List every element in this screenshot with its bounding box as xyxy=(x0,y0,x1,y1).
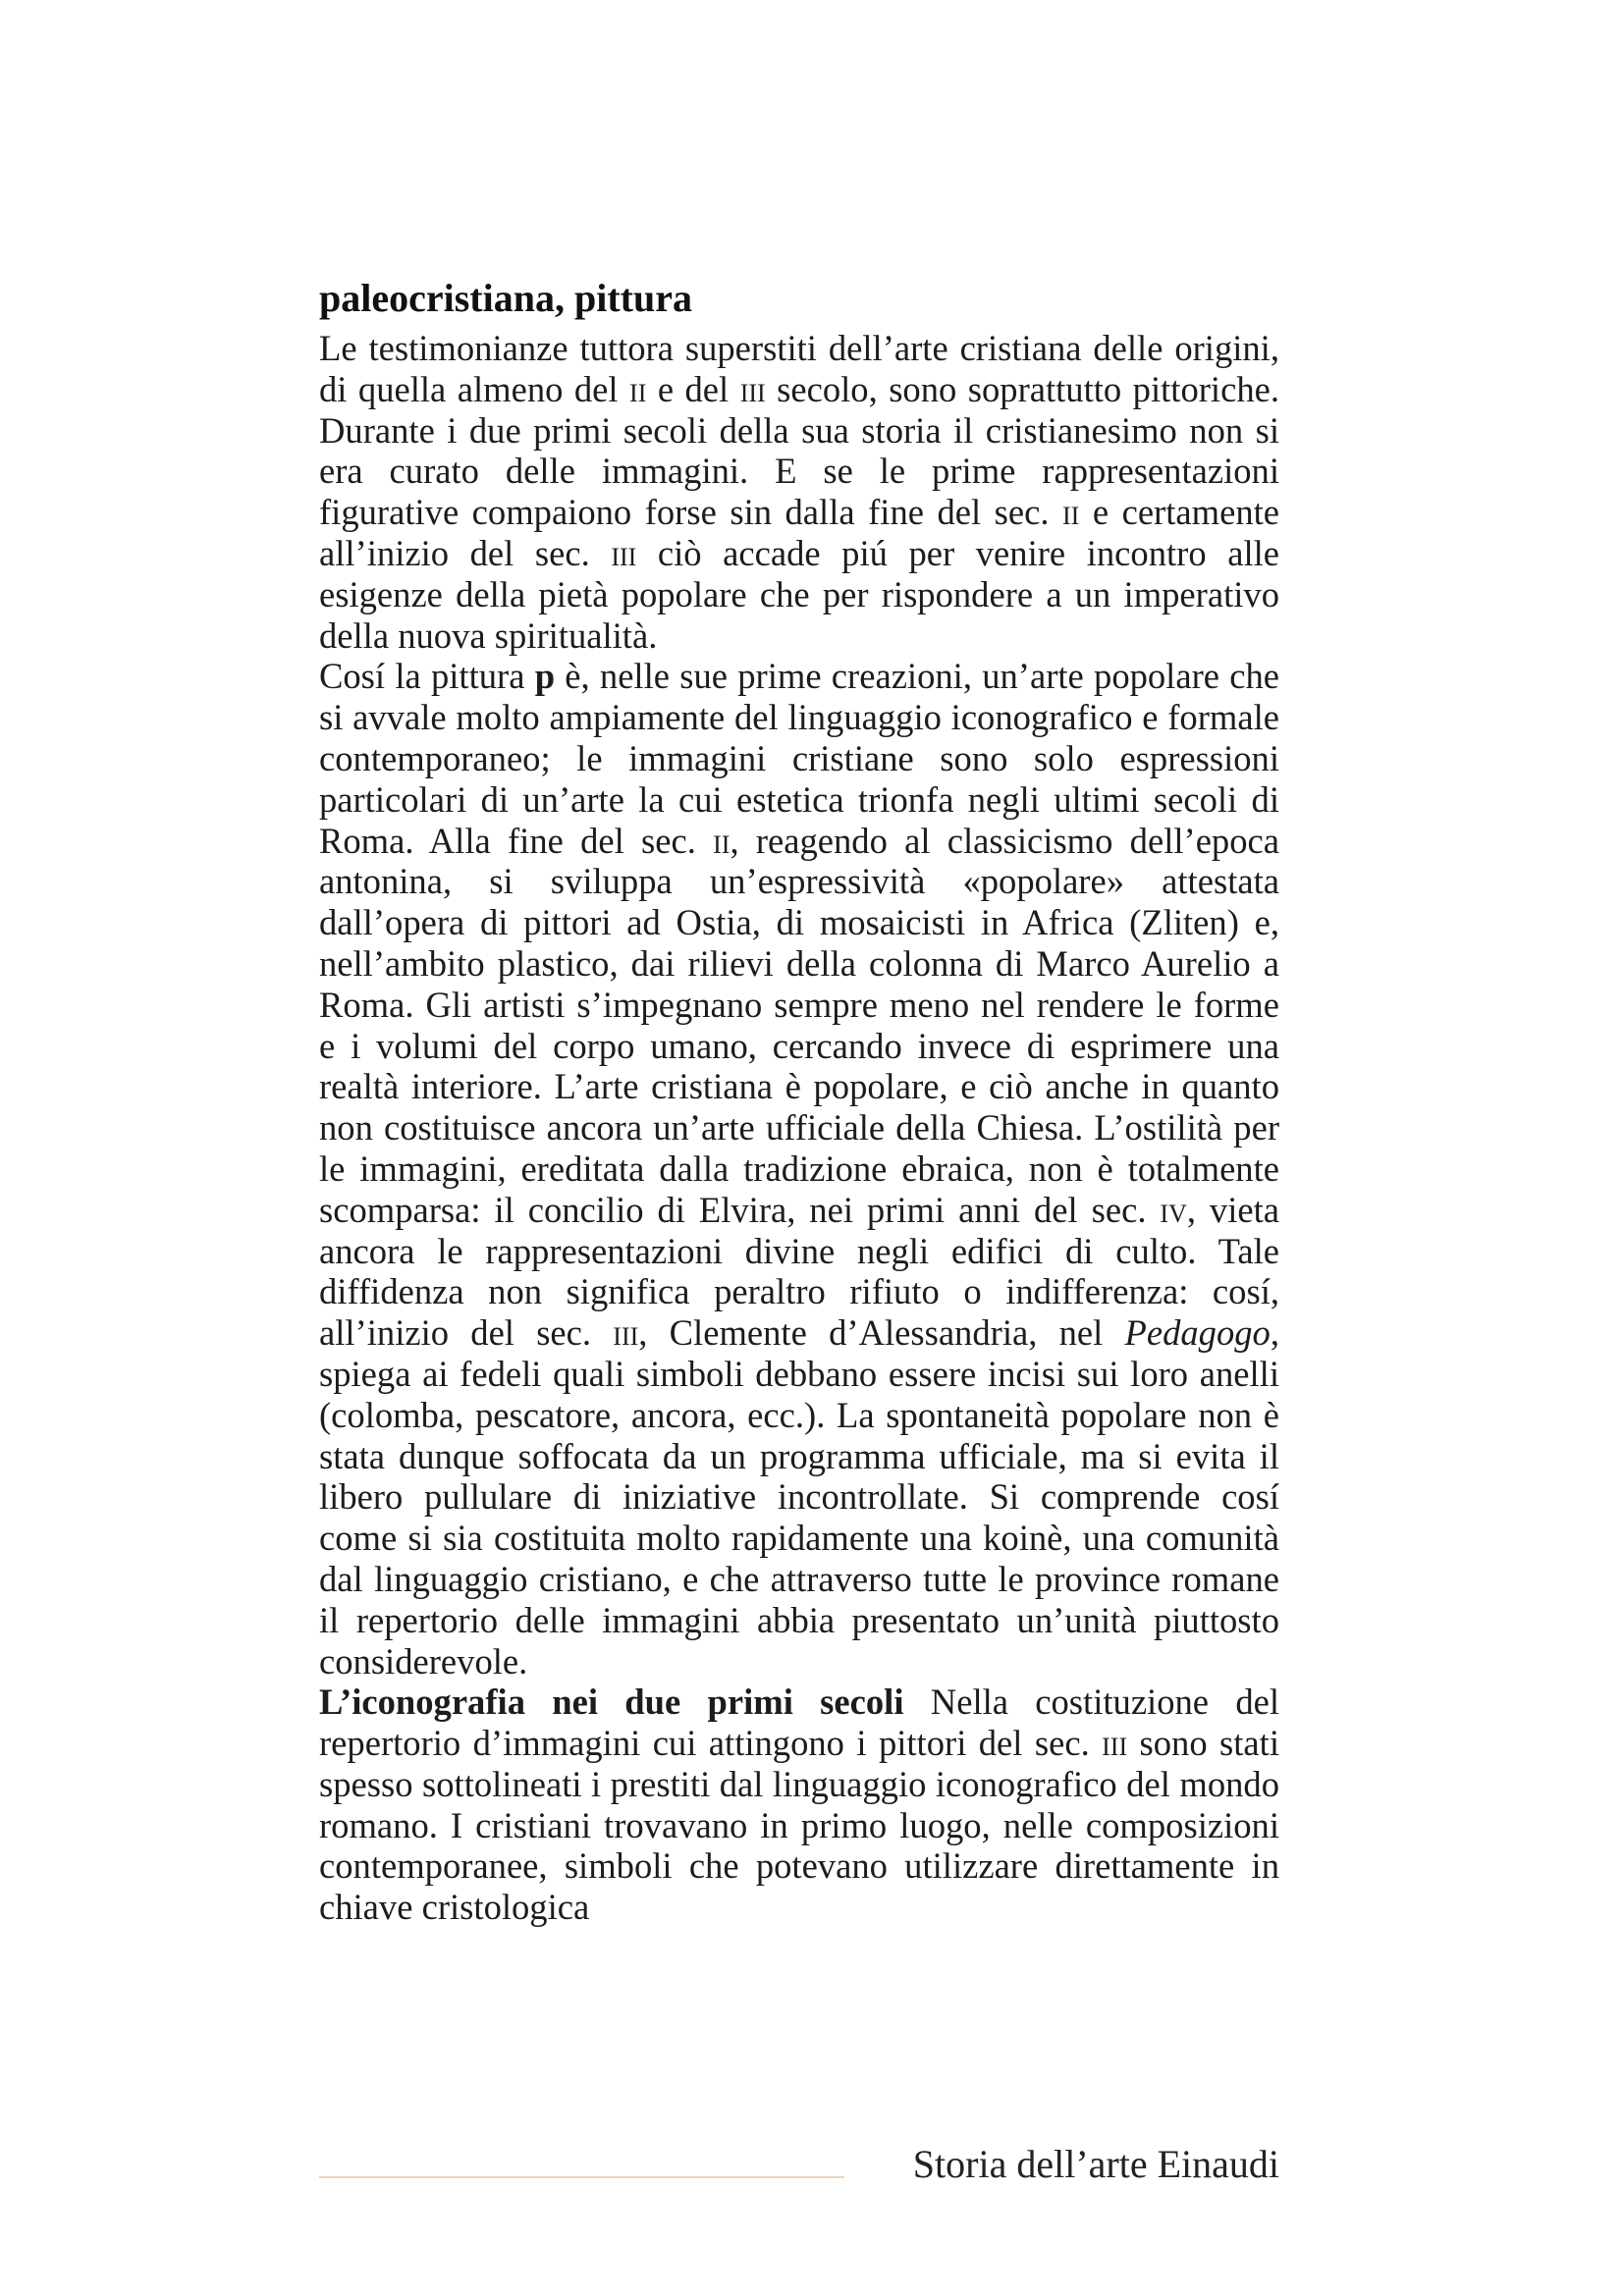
paragraph-2: Cosí la pittura p è, nelle sue prime creazioni, un’arte popolare che si avvale molto ampiamente del linguaggio iconografico e formale contemporaneo; le immagini cristiane sono solo espressioni particolari di un’arte la cui estetica trionfa negli ultimi secoli di Roma. Alla fine del sec. ii, reagendo al classicismo dell’epoca antonina, si sviluppa un’espressività «popolare» attestata dall’opera di pittori ad Ostia, di mosaicisti in Africa (Zliten) e, nell’ambito plastico, dai rilievi della colonna di Marco Aurelio a Roma. Gli artisti s’impegnano sempre meno nel rendere le forme e i volumi del corpo umano, cercando invece di esprimere una realtà interiore. L’arte cristiana è popolare, e ciò anche in quanto non costituisce ancora un’arte ufficiale della Chiesa. L’ostilità per le immagini, ereditata dalla tradizione ebraica, non è totalmente scomparsa: il concilio di Elvira, nei primi anni del sec. iv, vieta ancora le rappresentazioni divine negli edifici di culto. Tale diffidenza non significa peraltro rifiuto o indifferenza: cosí, all’inizio del sec. iii, Clemente d’Alessandria, nel Pedagogo, spiega ai fedeli quali simboli debbano essere incisi sui loro anelli (colomba, pescatore, ancora, ecc.). La spontaneità popolare non è stata dunque soffocata da un programma ufficiale, ma si evita il libero pullulare di iniziative incontrollate. Si comprende cosí come si sia costituita molto rapidamente una koinè, una comunità dal linguaggio cristiano, e che attraverso tutte le province romane il repertorio delle immagini abbia presentato un’unità piuttosto considerevole. xyxy=(319,656,1280,1682)
roman-numeral: iii xyxy=(739,368,766,409)
section-heading: L’iconografia nei due primi secoli xyxy=(319,1682,904,1723)
roman-numeral: ii xyxy=(629,368,647,409)
roman-numeral: iii xyxy=(611,532,637,573)
book-title-italic: Pedagogo xyxy=(1124,1312,1271,1354)
roman-numeral: ii xyxy=(713,820,730,861)
roman-numeral: iii xyxy=(1102,1723,1128,1764)
abbreviation-bold: p xyxy=(534,656,556,697)
entry-body xyxy=(319,328,1279,1928)
roman-numeral: ii xyxy=(1062,492,1080,533)
paragraph-3: L’iconografia nei due primi secoli Nella costituzione del repertorio d’immagini cui attingono i pittori del sec. iii sono stati spesso sottolineati i prestiti dal linguaggio iconografico del mondo romano. I cristiani trovavano in primo luogo, nelle composizioni contemporanee, simboli che potevano utilizzare direttamente in chiave cristologica xyxy=(319,1682,1280,1928)
entry-title: paleocristiana, pittura xyxy=(319,276,692,320)
footer-divider xyxy=(319,2176,844,2178)
page-content xyxy=(319,275,1279,1928)
paragraph-1: Le testimonianze tuttora superstiti dell’arte cristiana delle origini, di quella almeno del ii e del iii secolo, sono soprattutto pittoriche. Durante i due primi secoli della sua storia il cristianesimo non si era curato delle immagini. E se le prime rappresentazioni figurative compaiono forse sin dalla fine del sec. ii e certamente all’inizio del sec. iii ciò accade piú per venire incontro alle esigenze della pietà popolare che per rispondere a un imperativo della nuova spiritualità. xyxy=(319,328,1279,656)
footer-label: Storia dell’arte Einaudi xyxy=(912,2142,1279,2186)
page-footer xyxy=(319,2140,1279,2189)
roman-numeral: iii xyxy=(613,1312,639,1354)
roman-numeral: iv xyxy=(1160,1189,1187,1230)
